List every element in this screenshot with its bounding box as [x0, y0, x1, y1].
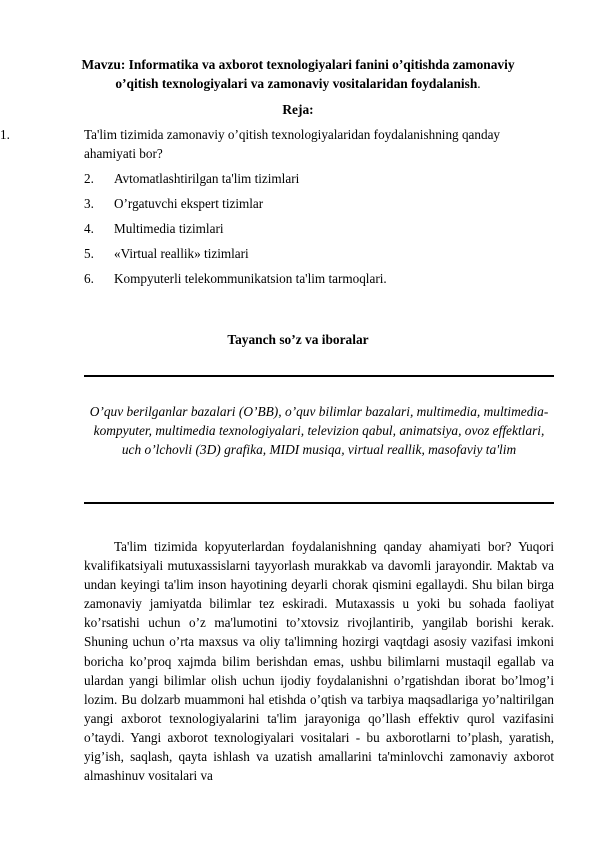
document-title-period: . [477, 76, 481, 91]
plan-item [0, 125, 554, 163]
plan-item-number: 4. [84, 221, 94, 236]
plan-item [84, 219, 554, 238]
plan-item-number: 5. [84, 246, 94, 261]
plan-item-text: «Virtual reallik» tizimlari [114, 246, 249, 261]
plan-item-text: Avtomatlashtirilgan ta'lim tizimlari [114, 171, 300, 186]
body-paragraph: Ta'lim tizimida kopyuterlardan foydalanishning qanday ahamiyati bor? Yuqori kvalifikatsiyali mutuxassislarni tayyorlash murakkab va davomli jarayondir. Maktab va undan keyingi ta'lim inson hayotining deyarli chorak qismini egallaydi. Shu bilan birga zamonaviy jamiyatda bilimlar tez eskiradi. Mutaxassis u yoki bu sohada faoliyat ko’rsatishi uchun o’z ma'lumotini to’xtovsiz rivojlantirib, yangilab borishi kerak. Shuning uchun o’rta maxsus va oliy ta'limning hozirgi vaqtdagi asosiy vazifasi imkoni boricha ko’proq xajmda bilim berishdan emas, ushbu bilimlarni mustaqil egallab va ulardan yangi bilimlar olish uchun ijodiy foydalanishni o’rgatishdan iborat bo’lmog’i lozim. Bu dolzarb muammoni hal etishda o’qtish va tarbiya maqsadlariga yo’naltirilgan yangi axborot texnologiyalarini ta'lim jarayoniga qo’llash effektiv qurol vazifasini o’taydi. Yangi axborot texnologiyalari vositalari - bu axborotlarni to’plash, yaratish, yig’ish, saqlash, qayta ishlash va uzatish amallarini ta'minlovchi zamonaviy axborot almashinuv vositalari va [84, 539, 554, 784]
plan-item-number: 2. [84, 171, 94, 186]
keywords-text: O’quv berilganlar bazalari (O’BB), o’quv bilimlar bazalari, multimedia, multimedia-kompyuter, multimedia texnologiyalari, televizion qabul, animatsiya, ovoz effektlari, uch o’lchovli (3D) grafika, MIDI musiqa, virtual reallik, masofaviy ta'lim [89, 404, 549, 458]
plan-item [84, 194, 554, 213]
keywords-bottom-rule [84, 502, 554, 504]
plan-item-text: Kompyuterli telekommunikatsion ta'lim tarmoqlari. [114, 271, 387, 286]
plan-heading: Reja: [282, 102, 314, 117]
plan-item [84, 269, 554, 288]
plan-item-number: 6. [84, 271, 94, 286]
plan-item [84, 244, 554, 263]
plan-item [84, 169, 554, 188]
keywords-top-rule [84, 375, 554, 377]
plan-item-text: O’rgatuvchi ekspert tizimlar [114, 196, 264, 211]
document-title [70, 55, 526, 93]
plan-item-text: Multimedia tizimlari [114, 221, 224, 236]
plan-item-number: 3. [84, 196, 94, 211]
plan-item-number: 1. [0, 127, 10, 142]
plan-list [0, 125, 554, 294]
keywords-heading: Tayanch so’z va iboralar [227, 332, 369, 347]
plan-item-text: Ta'lim tizimida zamonaviy o’qitish texnologiyalaridan foydalanishning qanday ahamiyati bor? [84, 127, 501, 161]
document-title-text: Mavzu: Informatika va axborot texnologiyalari fanini o’qitishda zamonaviy o’qitish texnologiyalari va zamonaviy vositalaridan foydalanish [81, 57, 515, 91]
